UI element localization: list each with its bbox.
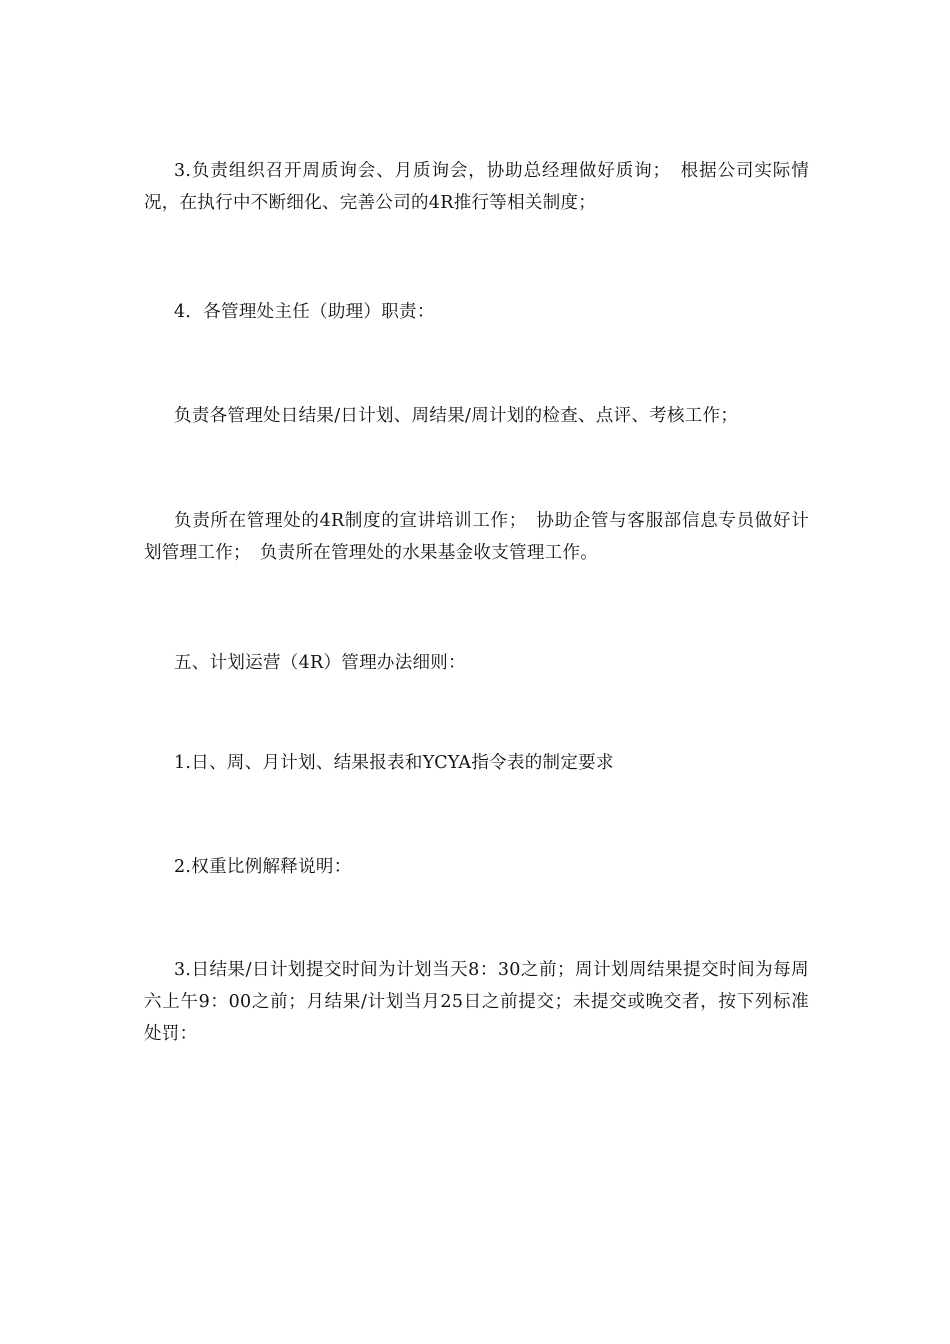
paragraph-quality-inquiry-duties: 3.负责组织召开周质询会、月质询会，协助总经理做好质询； 根据公司实际情况，在执行中不断细化、完善公司的4R推行等相关制度； <box>144 161 809 213</box>
paragraph-weight-explanation: 2.权重比例解释说明： <box>174 857 352 877</box>
paragraph-heading-office-director-duties: 4．各管理处主任（助理）职责： <box>174 302 435 322</box>
paragraph-report-requirements: 1.日、周、月计划、结果报表和YCYA指令表的制定要求 <box>174 753 614 773</box>
paragraph-review-assessment-duties: 负责各管理处日结果/日计划、周结果/周计划的检查、点评、考核工作； <box>174 406 739 426</box>
paragraph-training-fund-duties: 负责所在管理处的4R制度的宣讲培训工作； 协助企管与客服部信息专员做好计划管理工作； 负责所在管理处的水果基金收支管理工作。 <box>144 511 809 563</box>
paragraph-submission-deadlines: 3.日结果/日计划提交时间为计划当天8：30之前；周计划周结果提交时间为每周六上午9：00之前；月结果/计划当月25日之前提交；未提交或晚交者，按下列标准处罚： <box>144 960 809 1044</box>
section-heading-4r-rules: 五、计划运营（4R）管理办法细则： <box>174 653 466 673</box>
